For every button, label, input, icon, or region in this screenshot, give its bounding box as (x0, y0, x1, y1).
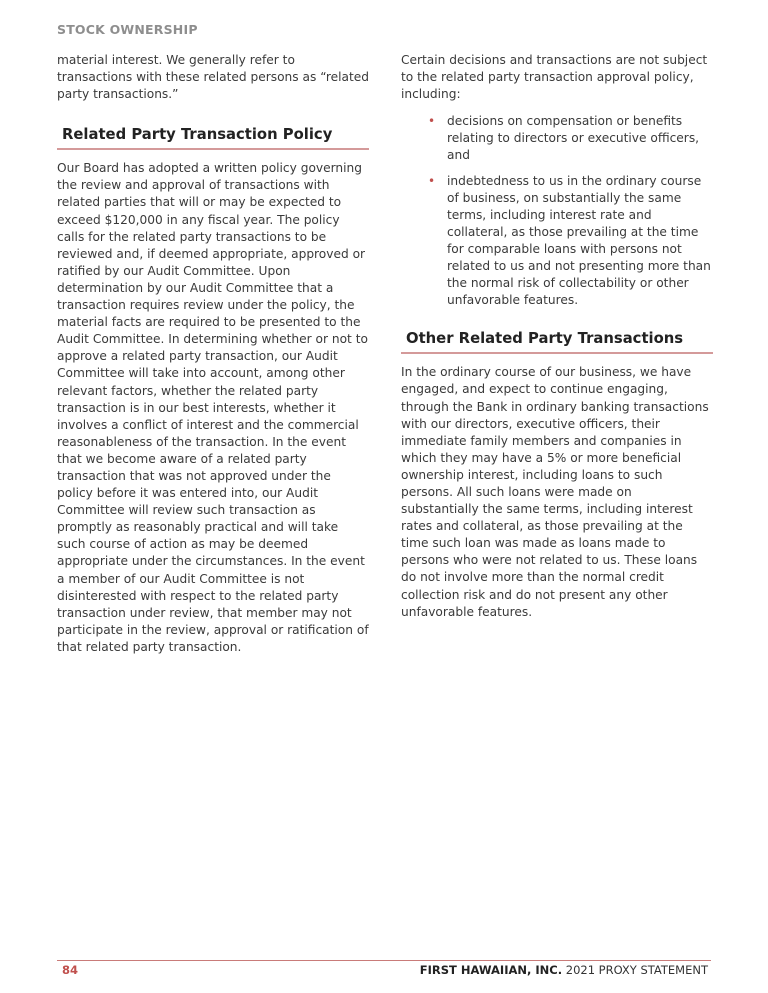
intro-paragraph: material interest. We generally refer to transactions with these related persons as “related party transactions.” (57, 53, 369, 102)
right-column (401, 52, 713, 621)
footer-divider (57, 960, 711, 961)
page-number: 84 (62, 963, 79, 977)
bullet-icon: • (428, 114, 436, 129)
exemptions-intro: Certain decisions and transactions are not subject to the related party transaction approval policy, including: (401, 53, 708, 102)
list-item (401, 113, 713, 164)
policy-heading: Related Party Transaction Policy (57, 125, 369, 150)
policy-paragraph: Our Board has adopted a written policy governing the review and approval of transactions with related parties that will or may be expected to exceed $120,000 in any fiscal year. The policy calls for the related party transactions to be reviewed and, if deemed appropriate, approved or ratified by our Audit Committee. Upon determination by our Audit Committee that a transaction requires review under the policy, the material facts are required to be presented to the Audit Committee. In determining whether or not to approve a related party transaction, our Audit Committee will take into account, among other relevant factors, whether the related party transaction is in our best interests, whether it involves a conflict of interest and the commercial reasonableness of the transaction. In the event that we become aware of a related party transaction that was not approved under the policy before it was entered into, our Audit Committee will review such transaction as promptly as reasonably practical and will take such course of action as may be deemed appropriate under the circumstances. In the event a member of our Audit Committee is not disinterested with respect to the related party transaction under review, that member may not participate in the review, approval or ratification of that related party transaction. (57, 161, 369, 654)
footer-title (420, 963, 708, 977)
list-item-text: decisions on compensation or benefits relating to directors or executive officers, and (447, 114, 700, 163)
other-transactions-paragraph: In the ordinary course of our business, we have engaged, and expect to continue engaging, through the Bank in ordinary banking transactions with our directors, executive officers, their immediate family members and companies in which they may have a 5% or more beneficial ownership interest, including loans to such persons. All such loans were made on substantially the same terms, including interest rates and collateral, as those prevailing at the time such loan was made as loans made to persons who were not related to us. These loans do not involve more than the normal credit collection risk and do not present any other unfavorable features. (401, 365, 709, 619)
bullet-icon: • (428, 173, 436, 188)
left-column (57, 52, 369, 656)
section-label: STOCK OWNERSHIP (57, 22, 198, 37)
exemptions-list (401, 113, 713, 309)
footer-company: FIRST HAWAIIAN, INC. (419, 963, 563, 977)
list-item-text: indebtedness to us in the ordinary course of business, on substantially the same terms, including interest rate and collateral, as those prevailing at the time for comparable loans with persons not related to us and not presenting more than the normal risk of collectability or other unfavorable features. (447, 173, 711, 308)
list-item (401, 173, 713, 310)
other-transactions-heading: Other Related Party Transactions (401, 329, 713, 354)
footer-document: 2021 PROXY STATEMENT (562, 963, 708, 977)
